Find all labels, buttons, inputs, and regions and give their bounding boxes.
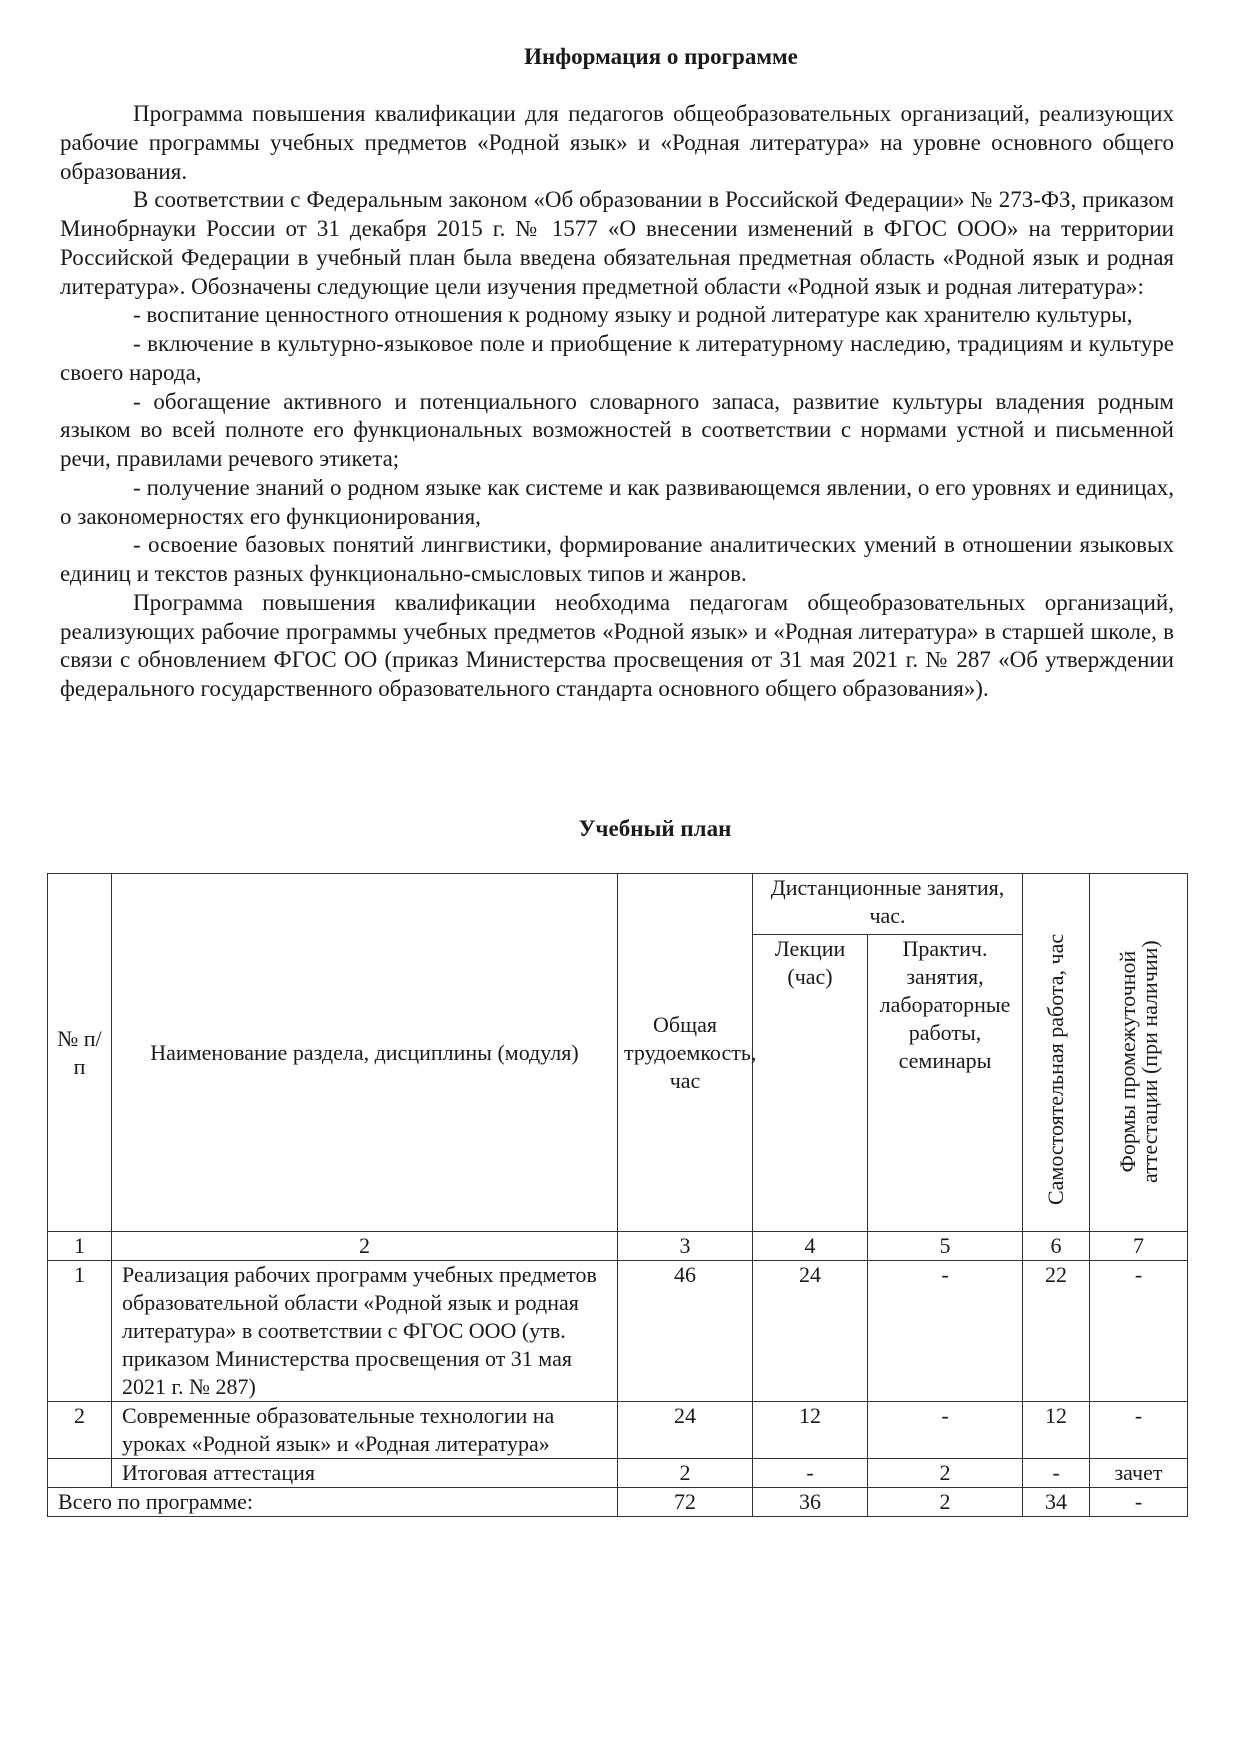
total-label: Всего по программе: [48, 1488, 618, 1517]
header-forms-cell [1090, 874, 1188, 1232]
row-num [48, 1459, 112, 1488]
total-lectures: 36 [753, 1488, 868, 1517]
row-self: 12 [1023, 1402, 1090, 1459]
row-forms: зачет [1090, 1459, 1188, 1488]
paragraph: В соответствии с Федеральным законом «Об образовании в Российской Федерации» № 273-ФЗ, приказом Минобрнауки России от 31 декабря 2015 г. № 1577 «О внесении изменений в ФГОС ООО» на территории Российской Федерации в учебный план была введена обязательная предметная область «Родной язык и родная литература». Обозначены следующие цели изучения предметной области «Родной язык и родная литература»: [60, 187, 1174, 299]
row-lectures: 24 [753, 1261, 868, 1402]
row-forms: - [1090, 1402, 1188, 1459]
header-total: Общая трудоемкость, час [618, 874, 753, 1232]
row-self: 22 [1023, 1261, 1090, 1402]
paragraph: - освоение базовых понятий лингвистики, формирование аналитических умений в отношении языковых единиц и текстов разных функционально-смысловых типов и жанров. [60, 532, 1174, 586]
row-num: 2 [48, 1402, 112, 1459]
header-forms-line1: Формы промежуточной [1114, 950, 1140, 1173]
header-number: 5 [868, 1232, 1023, 1261]
header-num: № п/п [48, 874, 112, 1232]
paragraph: - обогащение активного и потенциального словарного запаса, развитие культуры владения родным языком во всей полноте его функциональных возможностей в соответствии с нормами устной и письменной речи, правилами речевого этикета; [60, 388, 1174, 471]
row-total: 2 [618, 1459, 753, 1488]
row-practice: 2 [868, 1459, 1023, 1488]
header-lectures: Лекции (час) [753, 935, 868, 1232]
study-plan-table [47, 873, 1188, 1517]
row-total: 46 [618, 1261, 753, 1402]
header-forms [1114, 940, 1162, 1183]
total-row [48, 1488, 1188, 1517]
row-total: 24 [618, 1402, 753, 1459]
row-num: 1 [48, 1261, 112, 1402]
page-title: Информация о программе [524, 44, 798, 69]
row-lectures: - [753, 1459, 868, 1488]
header-number: 4 [753, 1232, 868, 1261]
paragraph: Программа повышения квалификации для педагогов общеобразовательных организаций, реализующих рабочие программы учебных предметов «Родной язык» и «Родная литература» на уровне основного общего образования. [60, 101, 1174, 184]
header-forms-line2: аттестации (при наличии) [1136, 940, 1162, 1183]
header-self-cell [1023, 874, 1090, 1232]
header-self: Самостоятельная работа, час [1043, 933, 1068, 1205]
table-row [48, 1459, 1188, 1488]
total-total: 72 [618, 1488, 753, 1517]
header-distance: Дистанционные занятия, час. [753, 874, 1023, 935]
row-name: Современные образовательные технологии на уроках «Родной язык» и «Родная литература» [112, 1402, 618, 1459]
header-practice: Практич. занятия, лабораторные работы, семинары [868, 935, 1023, 1232]
header-number: 6 [1023, 1232, 1090, 1261]
intro-text [60, 100, 1174, 704]
plan-title: Учебный план [578, 816, 732, 841]
total-self: 34 [1023, 1488, 1090, 1517]
header-number: 1 [48, 1232, 112, 1261]
paragraph: - воспитание ценностного отношения к родному языку и родной литературе как хранителю культуры, [133, 302, 1133, 328]
table-row [48, 1261, 1188, 1402]
paragraph: - включение в культурно-языковое поле и приобщение к литературному наследию, традициям и культуре своего народа, [60, 331, 1174, 385]
table-row [48, 1402, 1188, 1459]
row-self: - [1023, 1459, 1090, 1488]
row-practice: - [868, 1402, 1023, 1459]
row-forms: - [1090, 1261, 1188, 1402]
header-number: 2 [112, 1232, 618, 1261]
header-name: Наименование раздела, дисциплины (модуля) [112, 874, 618, 1232]
row-name: Реализация рабочих программ учебных предметов образовательной области «Родной язык и родная литература» в соответствии с ФГОС ООО (утв. приказом Министерства просвещения от 31 мая 2021 г. № 287) [112, 1261, 618, 1402]
total-practice: 2 [868, 1488, 1023, 1517]
row-name: Итоговая аттестация [112, 1459, 618, 1488]
header-number: 7 [1090, 1232, 1188, 1261]
row-practice: - [868, 1261, 1023, 1402]
paragraph: - получение знаний о родном языке как системе и как развивающемся явлении, о его уровнях и единицах, о закономерностях его функционирования, [60, 474, 1174, 529]
header-number: 3 [618, 1232, 753, 1261]
row-lectures: 12 [753, 1402, 868, 1459]
total-forms: - [1090, 1488, 1188, 1517]
paragraph: Программа повышения квалификации необходима педагогам общеобразовательных организаций, реализующих рабочие программы учебных предметов «Родной язык» и «Родная литература» в старшей школе, в связи с обновлением ФГОС ОО (приказ Министерства просвещения от 31 мая 2021 г. № 287 «Об утверждении федерального государственного образовательного стандарта основного общего образования»). [60, 589, 1174, 701]
